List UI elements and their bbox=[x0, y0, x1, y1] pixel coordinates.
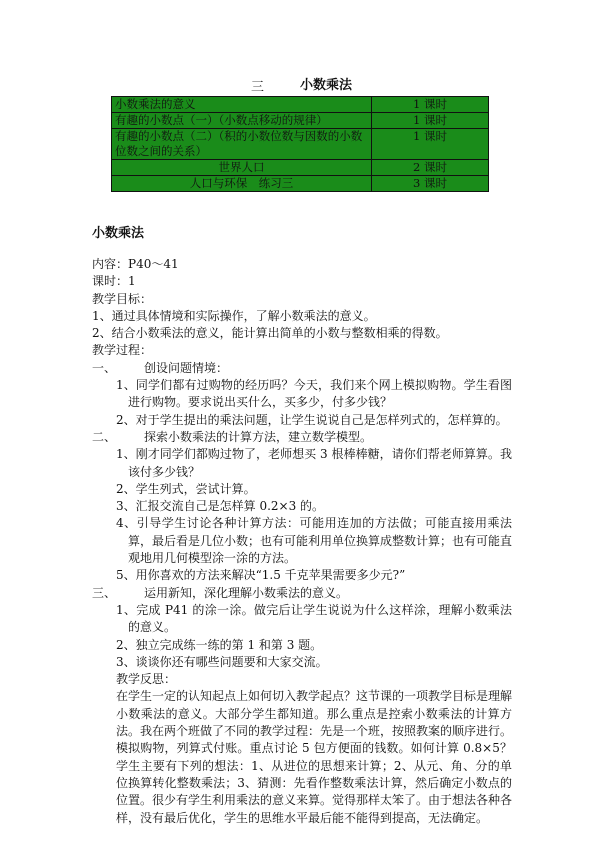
unit-number: 三 bbox=[251, 80, 265, 95]
schedule-topic: 有趣的小数点（二）（积的小数位数与因数的小数位数之间的关系） bbox=[112, 129, 372, 160]
goal-item: 1、通过具体情境和实际操作，了解小数乘法的意义。 bbox=[92, 308, 376, 323]
reflection-text: 在学生一定的认知起点上如何切入教学起点？这节课的一项教学目标是理解小数乘法的意义。大部分学生都知道。那么重点是控索小数乘法的计算方法。我在两个班做了不同的教学过程：先是一个班，按照教案的顺序进行。模拟购物，列算式付账。重点讨论 5 包方便面的钱数。如何计算 0.8×5？学生主要有下列的想法：1、从进位的思想来计算；2、从元、角、分的单位换算转化整数乘法；3、猜测：先看作整数乘法计算，然后确定小数点的位置。很少有学生利用乘法的意义来算。觉得那样太笨了。由于想法各种各样，没有最后优化，学生的思维水平最后能不能得到提高，无法确定。 bbox=[116, 689, 513, 825]
section-number: 二、 bbox=[92, 429, 117, 444]
section-item: 1、完成 P41 的涂一涂。做完后让学生说说为什么这样涂，理解小数乘法的意义。 bbox=[116, 602, 512, 635]
section-item: 1、刚才同学们都购过物了，老师想买 3 根棒棒糖，请你们帮老师算算。我该付多少钱？ bbox=[116, 447, 512, 479]
process-heading: 教学过程： bbox=[92, 343, 153, 358]
schedule-topic: 人口与环保 练习三 bbox=[112, 176, 372, 192]
schedule-hours: 1 课时 bbox=[372, 129, 489, 160]
section-heading bbox=[92, 429, 512, 446]
section-item: 3、谈谈你还有哪些问题要和大家交流。 bbox=[116, 654, 328, 669]
schedule-row bbox=[112, 97, 489, 113]
section-item: 2、对于学生提出的乘法问题，让学生说说自己是怎样列式的，怎样算的。 bbox=[116, 412, 508, 427]
schedule-topic: 有趣的小数点（一）（小数点移动的规律） bbox=[112, 113, 372, 129]
section-item: 4、引导学生讨论各种计算方法：可能用连加的方法做；可能直接用乘法算，最后看是几位小数；也有可能利用单位换算成整数计算；也有可能直观地用几何模型涂一涂的方法。 bbox=[116, 516, 513, 566]
schedule-hours: 1 课时 bbox=[372, 97, 489, 113]
section-title: 创设问题情境： bbox=[144, 360, 229, 375]
schedule-row bbox=[112, 113, 489, 129]
section-item: 3、汇报交流自己是怎样算 0.2×3 的。 bbox=[116, 499, 325, 514]
section-number: 一、 bbox=[92, 360, 117, 375]
unit-schedule-table bbox=[111, 96, 489, 192]
process-sections bbox=[92, 360, 512, 671]
section-item: 1、同学们都有过购物的经历吗？今天，我们来个网上模拟购物。学生看图进行购物。要求说出买什么，买多少，付多少钱？ bbox=[116, 378, 512, 410]
lesson-title: 小数乘法 bbox=[92, 226, 145, 241]
section-item: 2、学生列式，尝试计算。 bbox=[116, 481, 256, 496]
unit-title: 小数乘法 bbox=[300, 78, 353, 93]
section-heading bbox=[92, 585, 512, 602]
goal-item: 2、结合小数乘法的意义，能计算出简单的小数与整数相乘的得数。 bbox=[92, 326, 448, 341]
section-number: 三、 bbox=[92, 585, 117, 600]
goals-heading: 教学目标： bbox=[92, 291, 153, 306]
schedule-row bbox=[112, 129, 489, 160]
section-item: 5、用你喜欢的方法来解决“1.5 千克苹果需要多少元?” bbox=[116, 568, 406, 583]
schedule-hours: 3 课时 bbox=[372, 176, 489, 192]
section-title: 运用新知，深化理解小数乘法的意义。 bbox=[144, 585, 349, 600]
schedule-topic: 小数乘法的意义 bbox=[112, 97, 372, 113]
schedule-row bbox=[112, 160, 489, 176]
schedule-topic: 世界人口 bbox=[112, 160, 372, 176]
section-item: 2、独立完成练一练的第 1 和第 3 题。 bbox=[116, 637, 323, 652]
section-title: 探索小数乘法的计算方法，建立数学模型。 bbox=[144, 429, 373, 444]
reflection-heading: 教学反思： bbox=[116, 672, 177, 687]
lesson-content: 内容：P40～41 bbox=[92, 257, 179, 271]
section-heading bbox=[92, 360, 512, 377]
schedule-hours: 2 课时 bbox=[372, 160, 489, 176]
schedule-row bbox=[112, 176, 489, 192]
unit-heading bbox=[0, 74, 600, 94]
lesson-body bbox=[92, 256, 512, 827]
schedule-hours: 1 课时 bbox=[372, 113, 489, 129]
lesson-hours: 课时：1 bbox=[92, 274, 136, 289]
